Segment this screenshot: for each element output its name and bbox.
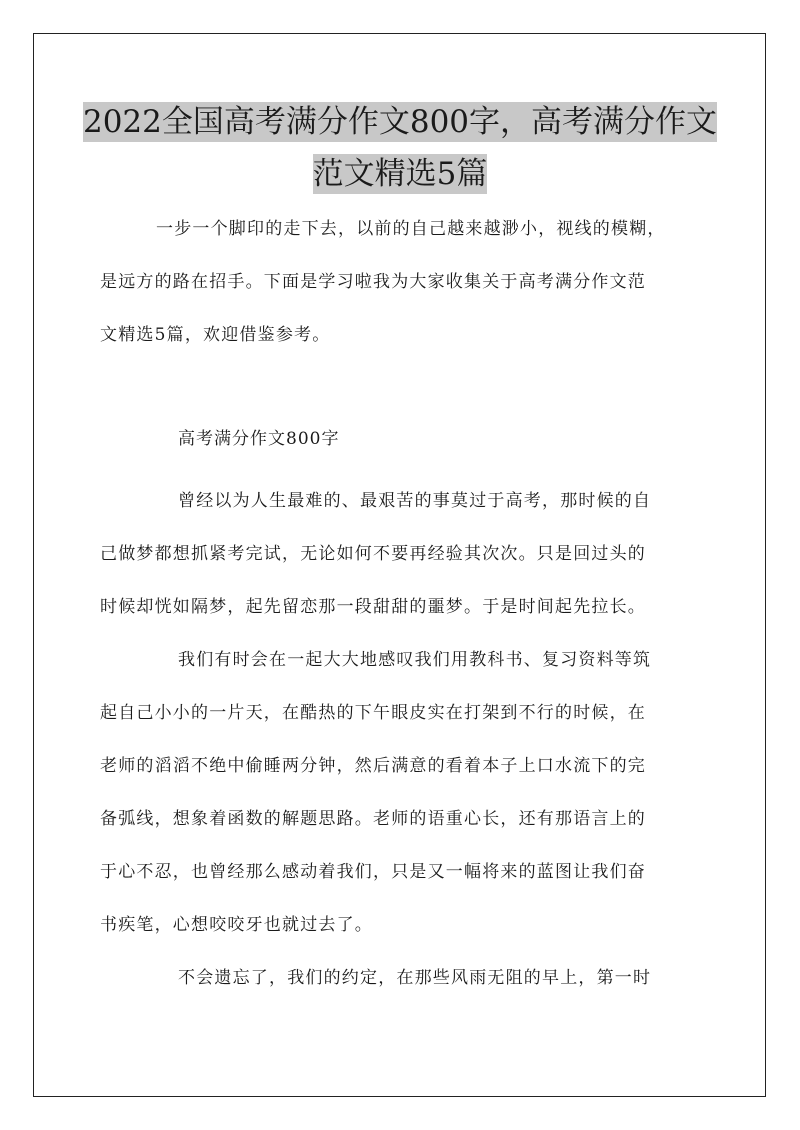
para2-line: 于心不忍，也曾经那么感动着我们，只是又一幅将来的蓝图让我们奋 bbox=[100, 862, 646, 882]
paragraph-2 bbox=[100, 634, 710, 952]
document-title bbox=[60, 96, 740, 200]
para3-line: 不会遗忘了，我们的约定，在那些风雨无阻的早上，第一时 bbox=[178, 968, 652, 988]
intro-paragraph bbox=[100, 203, 710, 362]
section-heading: 高考满分作文800字 bbox=[178, 429, 340, 449]
intro-line: 一步一个脚印的走下去，以前的自己越来越渺小，视线的模糊， bbox=[156, 219, 666, 239]
para1-line: 己做梦都想抓紧考完试，无论如何不要再经验其次次。只是回过头的 bbox=[100, 544, 646, 564]
para2-line: 备弧线，想象着函数的解题思路。老师的语重心长，还有那语言上的 bbox=[100, 809, 646, 829]
intro-line: 是远方的路在招手。下面是学习啦我为大家收集关于高考满分作文范 bbox=[100, 272, 646, 292]
paragraph-3 bbox=[100, 952, 710, 1005]
para2-line: 书疾笔，心想咬咬牙也就过去了。 bbox=[100, 915, 373, 935]
para1-line: 时候却恍如隔梦，起先留恋那一段甜甜的噩梦。于是时间起先拉长。 bbox=[100, 597, 646, 617]
para2-line: 我们有时会在一起大大地感叹我们用教科书、复习资料等筑 bbox=[178, 650, 652, 670]
para2-line: 起自己小小的一片天，在酷热的下午眼皮实在打架到不行的时候，在 bbox=[100, 703, 646, 723]
title-line-1: 2022全国高考满分作文800字，高考满分作文 bbox=[82, 104, 718, 140]
intro-line: 文精选5篇，欢迎借鉴参考。 bbox=[100, 325, 331, 345]
para1-line: 曾经以为人生最难的、最艰苦的事莫过于高考，那时候的自 bbox=[178, 491, 652, 511]
para2-line: 老师的滔滔不绝中偷睡两分钟，然后满意的看着本子上口水流下的完 bbox=[100, 756, 646, 776]
title-line-2: 范文精选5篇 bbox=[312, 156, 488, 192]
paragraph-1 bbox=[100, 475, 710, 634]
